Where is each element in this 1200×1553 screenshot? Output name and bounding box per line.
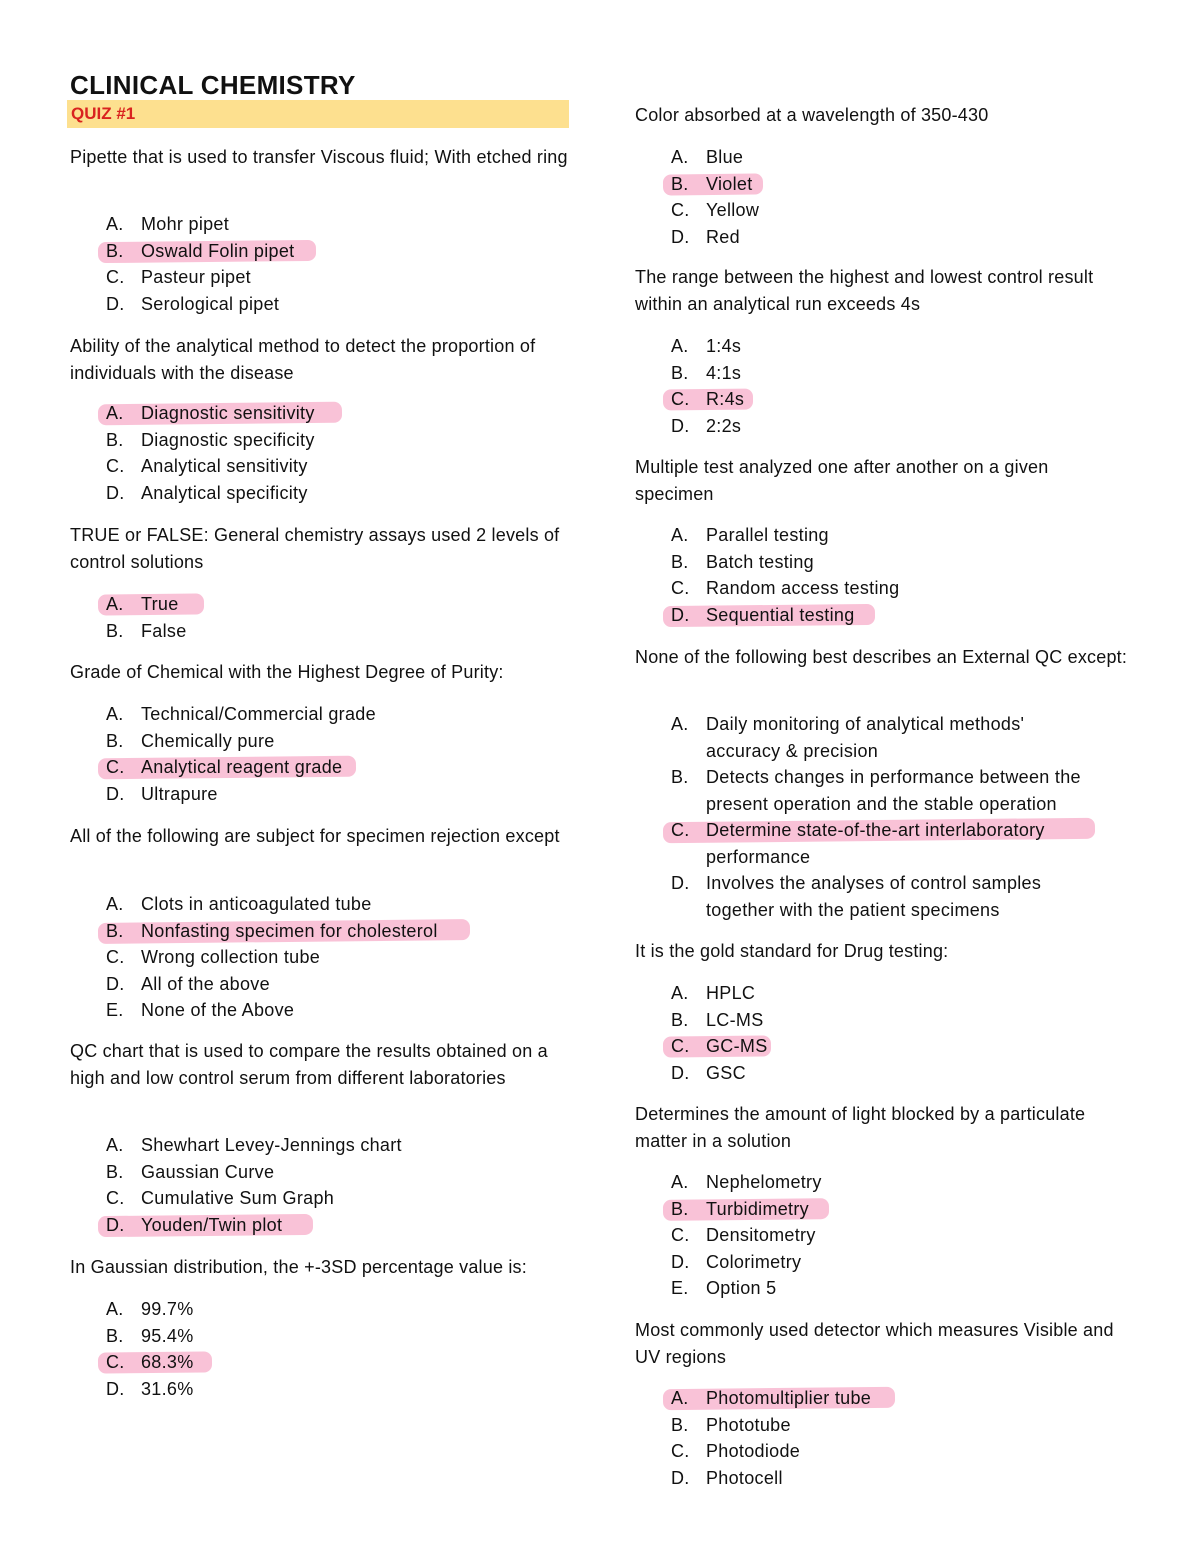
option-letter: C. (671, 200, 690, 220)
option-letter: E. (671, 1278, 689, 1298)
answer-option (106, 1323, 566, 1350)
answer-option (671, 764, 1091, 817)
option-text: Sequential testing (706, 604, 855, 625)
option-text: 4:1s (706, 362, 742, 383)
question-text: Multiple test analyzed one after another on a given specimen (635, 457, 1049, 504)
answer-options (106, 1296, 566, 1402)
option-text: HPLC (706, 983, 756, 1003)
option-letter: A. (106, 894, 124, 914)
option-letter: C. (106, 757, 125, 777)
option-letter: D. (671, 873, 690, 893)
answer-option (671, 549, 1091, 576)
answer-option (671, 333, 1091, 360)
answer-option-highlighted (671, 1033, 1091, 1060)
question-text: Ability of the analytical method to detect the proportion of individuals with the disease (70, 336, 536, 383)
option-text: Violet (706, 173, 753, 194)
answer-option (106, 618, 566, 645)
option-text: Nonfasting specimen for cholesterol (141, 920, 438, 941)
option-letter: C. (106, 1188, 125, 1208)
answer-option (671, 413, 1091, 440)
option-letter: A. (106, 1135, 124, 1155)
answer-option-highlighted (671, 817, 1091, 870)
answer-option-highlighted (106, 238, 566, 265)
option-text: Turbidimetry (706, 1198, 809, 1219)
option-text: Densitometry (706, 1225, 816, 1245)
option-letter: B. (106, 240, 124, 261)
question-text: It is the gold standard for Drug testing: (635, 941, 949, 961)
option-letter: B. (671, 1414, 689, 1435)
option-text: Diagnostic sensitivity (141, 403, 315, 423)
option-letter: A. (671, 525, 689, 545)
option-letter: B. (671, 767, 689, 787)
answer-option-highlighted (671, 386, 1091, 413)
question-text: TRUE or FALSE: General chemistry assays used 2 levels of control solutions (70, 525, 560, 572)
answer-option (671, 197, 1091, 224)
option-text: Batch testing (706, 551, 814, 572)
option-text: Analytical reagent grade (141, 757, 343, 777)
option-text: 1:4s (706, 336, 742, 356)
question-text: Color absorbed at a wavelength of 350-430 (635, 105, 989, 125)
option-letter: B. (106, 1161, 124, 1182)
answer-option (106, 1132, 566, 1159)
answer-options (106, 400, 566, 506)
option-text: Yellow (706, 200, 760, 220)
option-letter: B. (106, 620, 124, 641)
option-letter: B. (671, 1009, 689, 1030)
answer-option (671, 711, 1091, 764)
option-text: 99.7% (141, 1299, 194, 1319)
option-text: Daily monitoring of analytical methods' accuracy & precision (706, 714, 1025, 761)
option-letter: C. (671, 389, 690, 409)
option-text: Photomultiplier tube (706, 1388, 872, 1408)
option-letter: C. (671, 1036, 690, 1056)
option-letter: B. (671, 1198, 689, 1219)
option-text: R:4s (706, 389, 745, 409)
answer-option-highlighted (106, 918, 566, 945)
answer-options (106, 591, 566, 644)
option-text: Involves the analyses of control samples together with the patient specimens (706, 873, 1042, 920)
answer-option (671, 144, 1091, 171)
answer-option-highlighted (106, 591, 566, 618)
option-text: Mohr pipet (141, 214, 230, 234)
option-text: Diagnostic specificity (141, 429, 315, 450)
option-letter: C. (671, 820, 690, 840)
answer-option (671, 1169, 1091, 1196)
option-text: Serological pipet (141, 293, 280, 314)
answer-option (106, 453, 566, 480)
option-text: Colorimetry (706, 1251, 802, 1272)
answer-option (671, 1007, 1091, 1034)
option-text: Chemically pure (141, 730, 275, 751)
option-text: Youden/Twin plot (141, 1214, 283, 1235)
option-letter: C. (671, 578, 690, 598)
option-letter: A. (671, 983, 689, 1003)
answer-option (106, 211, 566, 238)
answer-option (106, 891, 566, 918)
question-text: Determines the amount of light blocked by a particulate matter in a solution (635, 1104, 1086, 1151)
option-letter: A. (106, 403, 124, 423)
answer-options (671, 333, 1091, 439)
option-letter: D. (671, 1467, 690, 1488)
option-text: GSC (706, 1062, 746, 1083)
answer-options (106, 891, 566, 1024)
question-text: QC chart that is used to compare the results obtained on a high and low control serum from different laboratories (70, 1041, 548, 1088)
answer-option (671, 1060, 1091, 1087)
option-text: True (141, 594, 179, 614)
option-text: GC-MS (706, 1036, 768, 1056)
answer-option (671, 575, 1091, 602)
option-text: Phototube (706, 1414, 791, 1435)
option-letter: B. (671, 551, 689, 572)
answer-option-highlighted (671, 602, 1091, 629)
option-letter: D. (106, 1378, 125, 1399)
quiz-label-bar (67, 100, 569, 128)
answer-option-highlighted (106, 400, 566, 427)
answer-option (106, 1159, 566, 1186)
answer-options (106, 701, 566, 807)
option-text: None of the Above (141, 1000, 295, 1020)
option-text: Option 5 (706, 1278, 777, 1298)
option-text: Gaussian Curve (141, 1161, 275, 1182)
answer-option (671, 1222, 1091, 1249)
option-text: 68.3% (141, 1352, 194, 1372)
answer-options (106, 211, 566, 317)
option-letter: D. (106, 973, 125, 994)
answer-option (106, 427, 566, 454)
option-letter: C. (106, 1352, 125, 1372)
option-letter: D. (671, 226, 690, 247)
option-letter: A. (671, 1172, 689, 1192)
option-text: Analytical sensitivity (141, 456, 308, 476)
answer-option (106, 264, 566, 291)
page-title: CLINICAL CHEMISTRY (70, 70, 356, 100)
answer-option (671, 1438, 1091, 1465)
question-text: The range between the highest and lowest control result within an analytical run exceeds 4s (635, 267, 1094, 314)
answer-option (671, 360, 1091, 387)
option-letter: D. (671, 415, 690, 436)
option-letter: A. (671, 714, 689, 734)
answer-option (671, 1412, 1091, 1439)
answer-option (671, 980, 1091, 1007)
option-text: 2:2s (706, 415, 742, 436)
option-letter: C. (671, 1441, 690, 1461)
option-text: LC-MS (706, 1009, 764, 1030)
answer-options (671, 980, 1091, 1086)
question-text: Most commonly used detector which measures Visible and UV regions (635, 1320, 1114, 1367)
option-letter: B. (106, 429, 124, 450)
answer-option (106, 701, 566, 728)
option-text: Oswald Folin pipet (141, 240, 295, 261)
option-letter: B. (106, 920, 124, 941)
option-letter: B. (671, 173, 689, 194)
option-text: Photocell (706, 1467, 783, 1488)
option-letter: B. (106, 730, 124, 751)
answer-option (106, 944, 566, 971)
question-text: In Gaussian distribution, the +-3SD percentage value is: (70, 1257, 527, 1277)
answer-option-highlighted (106, 754, 566, 781)
question-text: Pipette that is used to transfer Viscous fluid; With etched ring (70, 147, 568, 167)
answer-option-highlighted (106, 1349, 566, 1376)
answer-option (106, 291, 566, 318)
option-text: Nephelometry (706, 1172, 822, 1192)
option-letter: E. (106, 1000, 124, 1020)
answer-options (671, 711, 1091, 923)
option-letter: A. (671, 336, 689, 356)
answer-option (106, 1296, 566, 1323)
option-letter: A. (106, 704, 124, 724)
option-letter: A. (106, 214, 124, 234)
answer-option-highlighted (106, 1212, 566, 1239)
option-letter: A. (671, 1388, 689, 1408)
answer-option (106, 728, 566, 755)
answer-option (671, 522, 1091, 549)
option-letter: A. (106, 594, 124, 614)
answer-options (671, 522, 1091, 628)
option-text: Ultrapure (141, 783, 218, 804)
option-letter: B. (106, 1325, 124, 1346)
option-text: Detects changes in performance between the present operation and the stable operation (706, 767, 1081, 814)
answer-option (106, 997, 566, 1024)
answer-option-highlighted (671, 1196, 1091, 1223)
option-letter: C. (106, 947, 125, 967)
answer-option (671, 870, 1091, 923)
option-letter: D. (106, 1214, 125, 1235)
quiz-label: QUIZ #1 (71, 104, 136, 123)
answer-options (671, 1169, 1091, 1302)
option-letter: D. (106, 482, 125, 503)
option-letter: A. (106, 1299, 124, 1319)
answer-option (671, 1249, 1091, 1276)
question-text: None of the following best describes an External QC except: (635, 647, 1128, 667)
question-text: All of the following are subject for specimen rejection except (70, 826, 560, 846)
option-text: 95.4% (141, 1325, 194, 1346)
option-letter: D. (106, 293, 125, 314)
answer-options (671, 144, 1091, 250)
answer-option (106, 1185, 566, 1212)
option-text: All of the above (141, 973, 270, 994)
answer-option (106, 971, 566, 998)
option-text: Random access testing (706, 578, 900, 598)
option-text: Photodiode (706, 1441, 801, 1461)
question-text: Grade of Chemical with the Highest Degree of Purity: (70, 662, 504, 682)
option-letter: C. (106, 267, 125, 287)
answer-option (106, 480, 566, 507)
answer-option (671, 1465, 1091, 1492)
option-letter: A. (671, 147, 689, 167)
answer-options (671, 1385, 1091, 1491)
option-letter: D. (671, 1251, 690, 1272)
option-text: 31.6% (141, 1378, 194, 1399)
option-text: Red (706, 226, 740, 247)
option-text: False (141, 620, 187, 641)
option-letter: B. (671, 362, 689, 383)
answer-option (106, 1376, 566, 1403)
answer-option (106, 781, 566, 808)
option-text: Clots in anticoagulated tube (141, 894, 372, 914)
option-text: Analytical specificity (141, 482, 308, 503)
answer-option-highlighted (671, 1385, 1091, 1412)
option-text: Blue (706, 147, 744, 167)
option-letter: C. (671, 1225, 690, 1245)
answer-option (671, 1275, 1091, 1302)
option-text: Determine state-of-the-art interlaboratory performance (706, 820, 1045, 867)
option-text: Cumulative Sum Graph (141, 1188, 335, 1208)
option-letter: D. (106, 783, 125, 804)
option-text: Shewhart Levey-Jennings chart (141, 1135, 402, 1155)
option-text: Pasteur pipet (141, 267, 251, 287)
option-letter: C. (106, 456, 125, 476)
option-text: Technical/Commercial grade (141, 704, 376, 724)
answer-option (671, 224, 1091, 251)
option-text: Parallel testing (706, 525, 829, 545)
answer-option-highlighted (671, 171, 1091, 198)
option-text: Wrong collection tube (141, 947, 321, 967)
answer-options (106, 1132, 566, 1238)
option-letter: D. (671, 604, 690, 625)
option-letter: D. (671, 1062, 690, 1083)
